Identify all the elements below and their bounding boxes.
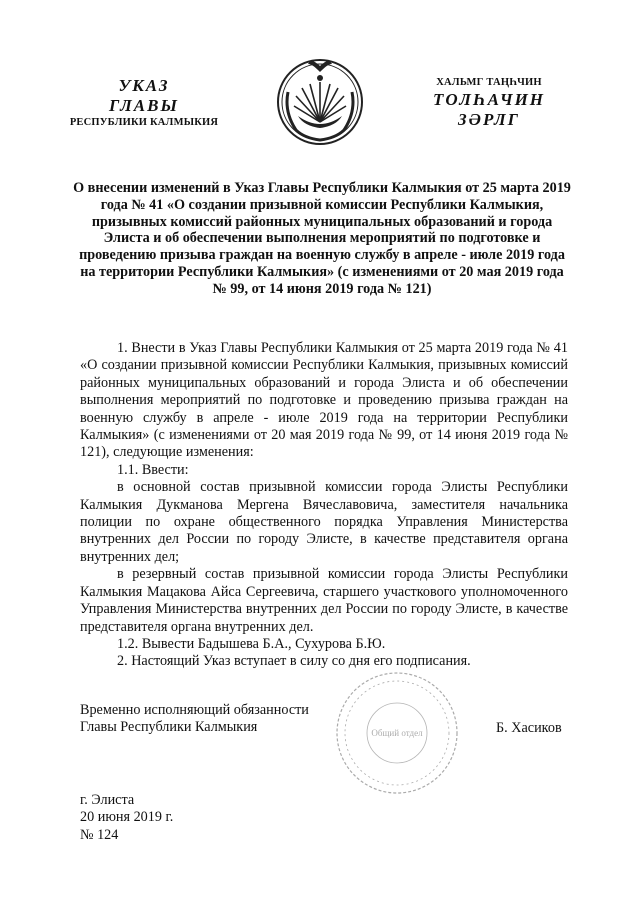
signatory-name: Б. Хасиков bbox=[496, 720, 562, 736]
header-right-line3: ЗӘРЛГ bbox=[458, 110, 520, 129]
date-of-issue: 20 июня 2019 г. bbox=[80, 809, 174, 826]
header-left-region: РЕСПУБЛИКИ КАЛМЫКИЯ bbox=[69, 117, 219, 128]
decree-body bbox=[80, 340, 568, 671]
paragraph-1: 1. Внести в Указ Главы Республики Калмыкия от 25 марта 2019 года № 41 «О создании призывной комиссии Республики Калмыкия, призывных комиссий районных муниципальных образований и города Элиста и об обеспечении выполнения мероприятий по подготовке и проведению призыва граждан на военную службу в апреле - июле 2019 года на территории Республики Калмыкия» (с изменениями от 20 мая 2019 года № 99, от 14 июня 2019 года № 121), следующие изменения: bbox=[80, 340, 568, 461]
kalmykia-emblem-icon bbox=[274, 52, 366, 148]
paragraph-reserve-staff: в резервный состав призывной комиссии города Элисты Республики Калмыкия Мацакова Айса Сергеевича, старшего участкового уполномоченного Управления Министерства внутренних дел России по городу Элисте, в качестве представителя органа внутренних дел. bbox=[80, 566, 568, 635]
decree-title: О внесении изменений в Указ Главы Республики Калмыкия от 25 марта 2019 года № 41 «О создании призывной комиссии Республики Калмыкия, призывных комиссий районных муниципальных образований и города Элиста и об обеспечении выполнения мероприятий по подготовке и проведению призыва граждан на военную службу в апреле - июле 2019 года на территории Республики Калмыкия» (с изменениями от 20 мая 2019 года № 99, от 14 июня 2019 года № 121) bbox=[73, 180, 571, 297]
signatory-position bbox=[80, 702, 340, 737]
official-stamp-icon bbox=[332, 668, 462, 798]
decree-footer bbox=[80, 792, 280, 844]
signatory-line-2: Главы Республики Калмыкия bbox=[80, 719, 258, 736]
paragraph-2: 2. Настоящий Указ вступает в силу со дня его подписания. bbox=[117, 653, 471, 670]
place-of-issue: г. Элиста bbox=[80, 792, 135, 808]
decree-number: № 124 bbox=[80, 826, 119, 843]
signatory-line-1: Временно исполняющий обязанности bbox=[80, 702, 309, 718]
header-left-title: УКАЗ bbox=[118, 76, 170, 95]
header-left bbox=[60, 76, 228, 130]
header-right-line2: ТОЛҺАЧИН bbox=[432, 90, 546, 109]
stamp-text: Общий отдел bbox=[371, 728, 423, 738]
header-right bbox=[405, 76, 573, 130]
header-right-line1: ХАЛЬМГ ТАҢҺЧИН bbox=[436, 77, 542, 88]
paragraph-main-staff: в основной состав призывной комиссии города Элисты Республики Калмыкия Дукманова Мергена Вячеславовича, заместителя начальника полиции по охране общественного порядка Управления Министерства внутренних дел России по городу Элисте, в качестве представителя органа внутренних дел; bbox=[80, 479, 568, 565]
header-left-subtitle: ГЛАВЫ bbox=[109, 96, 179, 115]
paragraph-1-2: 1.2. Вывести Бадышева Б.А., Сухурова Б.Ю. bbox=[117, 635, 386, 652]
paragraph-1-1: 1.1. Ввести: bbox=[117, 461, 189, 478]
